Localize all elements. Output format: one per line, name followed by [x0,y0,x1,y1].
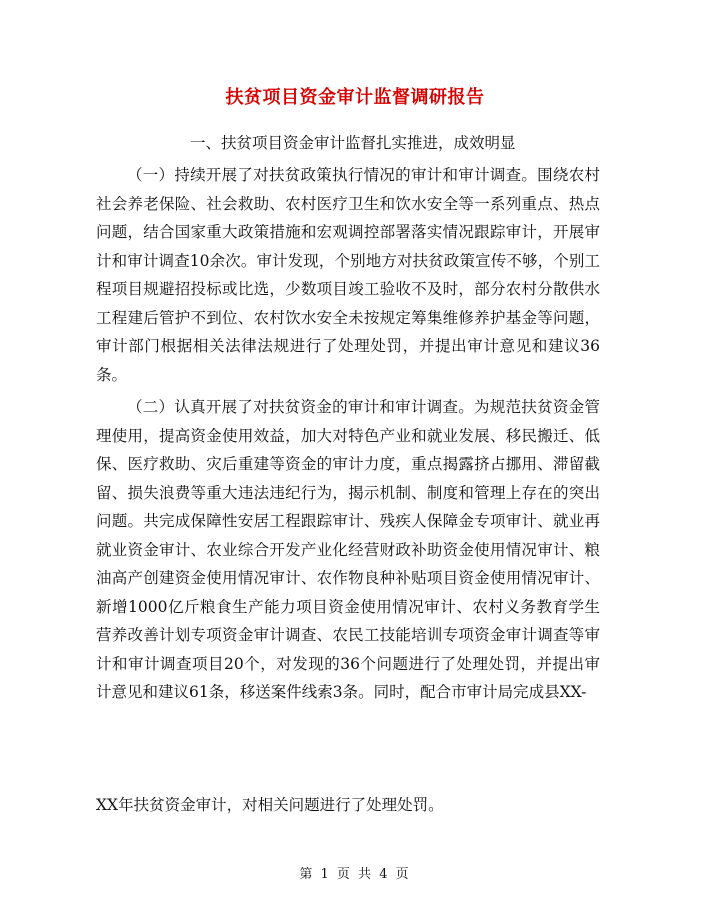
document-body [96,161,600,707]
paragraph-2: （二）认真开展了对扶贫资金的审计和审计调查。为规范扶贫资金管理使用，提高资金使用效益，加大对特色产业和就业发展、移民搬迁、低保、医疗救助、灾后重建等资金的审计力度，重点揭露挤占挪用、滞留截留、损失浪费等重大违法违纪行为，揭示机制、制度和管理上存在的突出问题。共完成保障性安居工程跟踪审计、残疾人保障金专项审计、就业再就业资金审计、农业综合开发产业化经营财政补助资金使用情况审计、粮油高产创建资金使用情况审计、农作物良种补贴项目资金使用情况审计、新增1000亿斤粮食生产能力项目资金使用情况审计、农村义务教育学生营养改善计划专项资金审计调查、农民工技能培训专项资金审计调查等审计和审计调查项目20个，对发现的36个问题进行了处理处罚，并提出审计意见和建议61条，移送案件线索3条。同时，配合市审计局完成县XX- [96,398,600,701]
section-heading: 一、扶贫项目资金审计监督扎实推进，成效明显 [190,134,516,152]
paragraph-2-tail: XX年扶贫资金审计，对相关问题进行了处理处罚。 [96,796,444,814]
document-title: 扶贫项目资金审计监督调研报告 [225,87,485,108]
page-footer: 第 1 页 共 4 页 [299,867,411,882]
paragraph-1: （一）持续开展了对扶贫政策执行情况的审计和审计调查。围绕农村社会养老保险、社会救助、农村医疗卫生和饮水安全等一系列重点、热点问题，结合国家重大政策措施和宏观调控部署落实情况跟踪审计，开展审计和审计调查10余次。审计发现，个别地方对扶贫政策宣传不够，个别工程项目规避招投标或比选，少数项目竣工验收不及时，部分农村分散供水工程建后管护不到位、农村饮水安全未按规定筹集维修养护基金等问题，审计部门根据相关法律法规进行了处理处罚，并提出审计意见和建议36条。 [96,166,600,384]
